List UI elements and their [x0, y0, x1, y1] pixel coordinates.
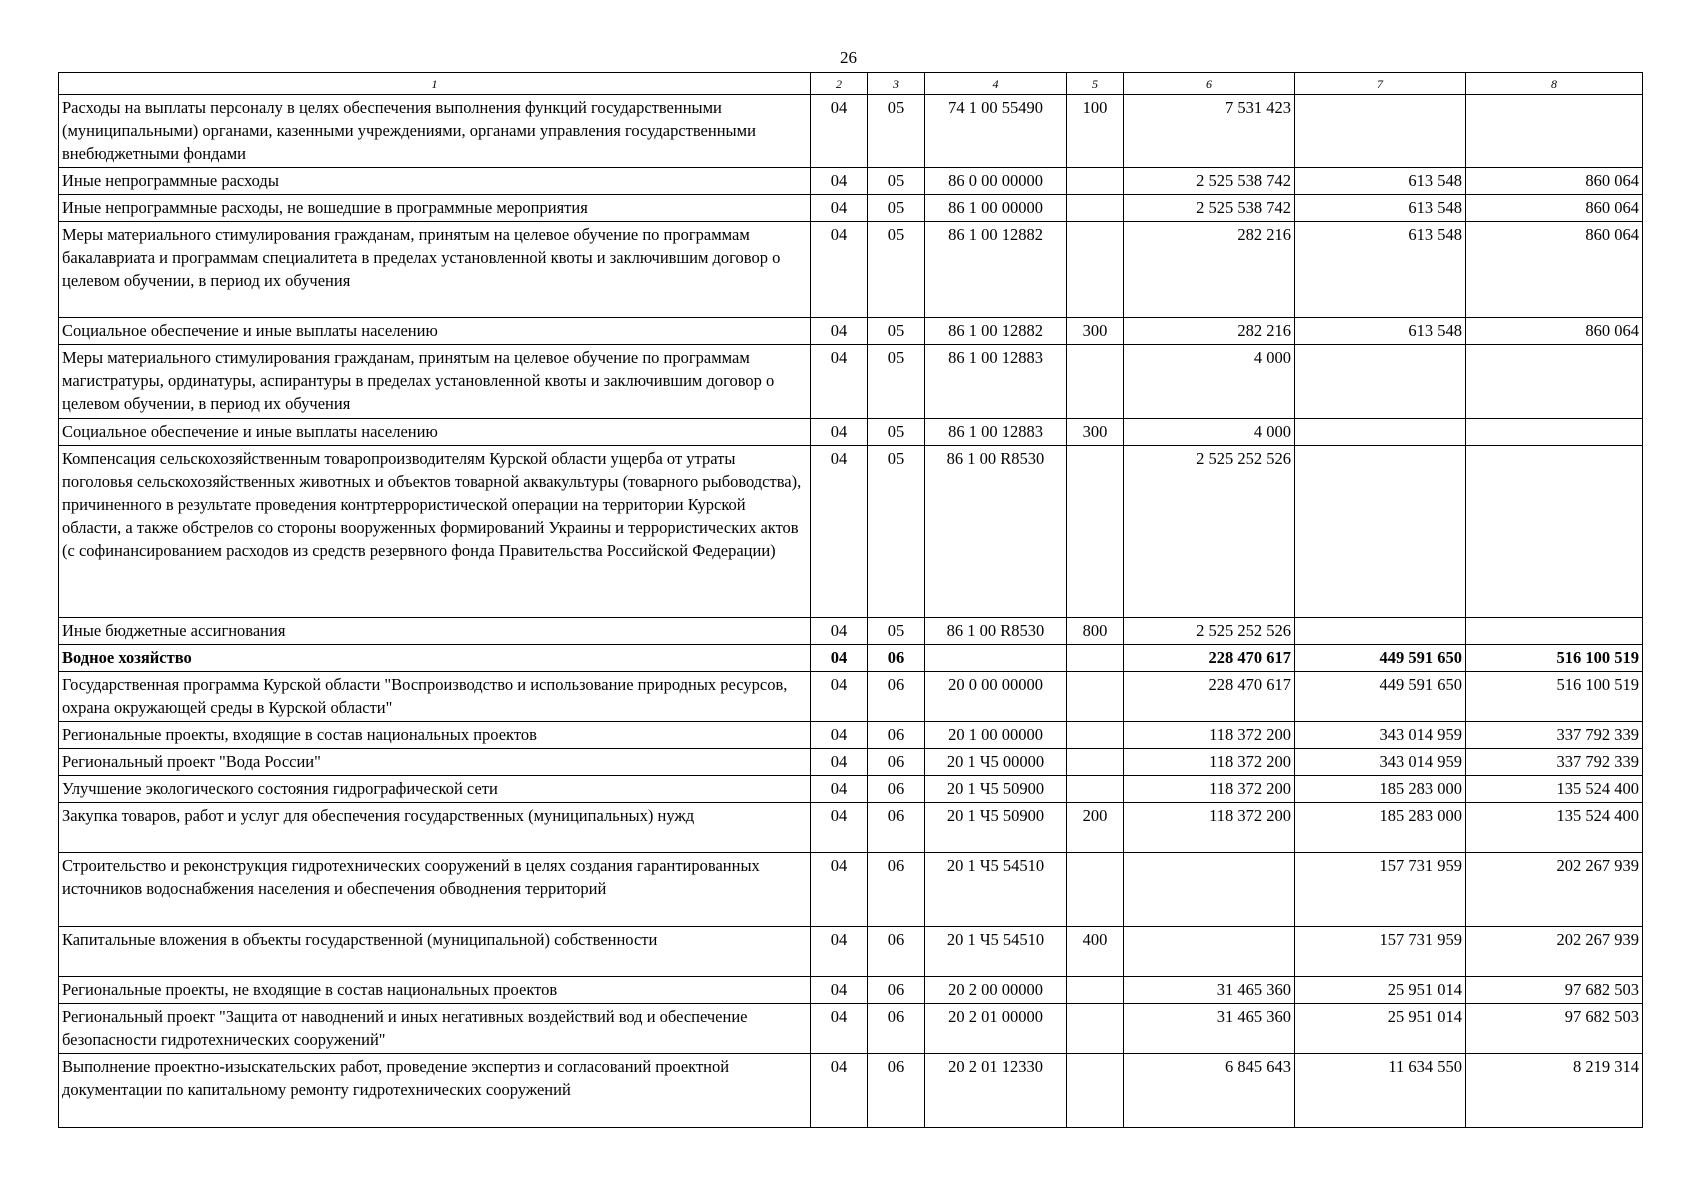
amount-year1-cell: 118 372 200 [1124, 776, 1295, 803]
target-article-cell: 86 1 00 R8530 [925, 446, 1067, 618]
target-article-cell: 86 1 00 12882 [925, 222, 1067, 318]
page-number: 26 [840, 48, 857, 67]
amount-year2-cell: 157 731 959 [1295, 927, 1466, 977]
budget-table [58, 72, 1643, 1128]
target-article-cell: 86 1 00 00000 [925, 195, 1067, 222]
expense-type-cell: 300 [1067, 419, 1124, 446]
expense-type-cell: 800 [1067, 618, 1124, 645]
table-row-section [59, 645, 1643, 672]
row-name-cell: Государственная программа Курской области "Воспроизводство и использование природных ресурсов, охрана окружающей среды в Курской области" [59, 672, 811, 722]
header-cell: 2 [811, 73, 868, 95]
section-code-cell: 04 [811, 618, 868, 645]
subsection-code-cell: 05 [868, 222, 925, 318]
expense-type-cell [1067, 749, 1124, 776]
amount-year2-cell: 185 283 000 [1295, 803, 1466, 853]
subsection-code-cell: 06 [868, 853, 925, 927]
row-name-cell: Меры материального стимулирования гражданам, принятым на целевое обучение по программам бакалавриата и программам специалитета в пределах установленной квоты и заключившим договор о целевом обучении, в период их обучения [59, 222, 811, 318]
amount-year2-cell: 185 283 000 [1295, 776, 1466, 803]
amount-year3-cell: 516 100 519 [1466, 645, 1643, 672]
subsection-code-cell: 05 [868, 618, 925, 645]
amount-year2-cell: 343 014 959 [1295, 722, 1466, 749]
row-name-cell: Меры материального стимулирования гражданам, принятым на целевое обучение по программам магистратуры, ординатуры, аспирантуры в пределах установленной квоты и заключившим договор о целевом обучении, в период их обучения [59, 345, 811, 419]
subsection-code-cell: 06 [868, 977, 925, 1004]
header-cell: 8 [1466, 73, 1643, 95]
target-article-cell [925, 645, 1067, 672]
row-name-cell: Социальное обеспечение и иные выплаты населению [59, 318, 811, 345]
amount-year1-cell: 118 372 200 [1124, 749, 1295, 776]
row-name-cell: Строительство и реконструкция гидротехнических сооружений в целях создания гарантированных источников водоснабжения населения и обеспечения обводнения территорий [59, 853, 811, 927]
expense-type-cell: 200 [1067, 803, 1124, 853]
row-name-cell: Выполнение проектно-изыскательских работ, проведение экспертиз и согласований проектной документации по капитальному ремонту гидротехнических сооружений [59, 1054, 811, 1128]
section-code-cell: 04 [811, 222, 868, 318]
amount-year3-cell: 860 064 [1466, 195, 1643, 222]
amount-year2-cell: 613 548 [1295, 168, 1466, 195]
amount-year3-cell: 516 100 519 [1466, 672, 1643, 722]
table-row [59, 345, 1643, 419]
section-code-cell: 04 [811, 168, 868, 195]
target-article-cell: 86 1 00 R8530 [925, 618, 1067, 645]
subsection-code-cell: 05 [868, 95, 925, 168]
table-row [59, 618, 1643, 645]
amount-year1-cell: 31 465 360 [1124, 1004, 1295, 1054]
section-code-cell: 04 [811, 722, 868, 749]
target-article-cell: 20 1 Ч5 00000 [925, 749, 1067, 776]
amount-year2-cell: 25 951 014 [1295, 977, 1466, 1004]
table-row [59, 927, 1643, 977]
amount-year3-cell [1466, 419, 1643, 446]
section-code-cell: 04 [811, 853, 868, 927]
target-article-cell: 20 1 Ч5 50900 [925, 803, 1067, 853]
amount-year3-cell [1466, 618, 1643, 645]
row-name-cell: Расходы на выплаты персоналу в целях обеспечения выполнения функций государственными (муниципальными) органами, казенными учреждениями, органами управления государственными внебюджетными фондами [59, 95, 811, 168]
section-code-cell: 04 [811, 672, 868, 722]
section-code-cell: 04 [811, 419, 868, 446]
section-code-cell: 04 [811, 95, 868, 168]
subsection-code-cell: 06 [868, 672, 925, 722]
section-code-cell: 04 [811, 195, 868, 222]
header-cell: 4 [925, 73, 1067, 95]
expense-type-cell [1067, 446, 1124, 618]
amount-year2-cell [1295, 345, 1466, 419]
header-cell: 6 [1124, 73, 1295, 95]
subsection-code-cell: 06 [868, 722, 925, 749]
amount-year1-cell: 6 845 643 [1124, 1054, 1295, 1128]
table-row [59, 446, 1643, 618]
table-row [59, 853, 1643, 927]
amount-year1-cell: 2 525 538 742 [1124, 168, 1295, 195]
expense-type-cell [1067, 195, 1124, 222]
table-row [59, 318, 1643, 345]
amount-year1-cell: 228 470 617 [1124, 645, 1295, 672]
amount-year3-cell: 860 064 [1466, 318, 1643, 345]
row-name-cell: Улучшение экологического состояния гидрографической сети [59, 776, 811, 803]
row-name-cell: Капитальные вложения в объекты государственной (муниципальной) собственности [59, 927, 811, 977]
target-article-cell: 86 1 00 12883 [925, 345, 1067, 419]
target-article-cell: 20 2 01 00000 [925, 1004, 1067, 1054]
section-code-cell: 04 [811, 776, 868, 803]
expense-type-cell [1067, 672, 1124, 722]
amount-year1-cell: 4 000 [1124, 345, 1295, 419]
amount-year3-cell: 97 682 503 [1466, 1004, 1643, 1054]
expense-type-cell [1067, 345, 1124, 419]
amount-year1-cell [1124, 853, 1295, 927]
target-article-cell: 20 1 Ч5 50900 [925, 776, 1067, 803]
amount-year3-cell [1466, 95, 1643, 168]
subsection-code-cell: 05 [868, 195, 925, 222]
expense-type-cell [1067, 776, 1124, 803]
amount-year2-cell [1295, 618, 1466, 645]
amount-year1-cell: 228 470 617 [1124, 672, 1295, 722]
table-header-row [59, 73, 1643, 95]
target-article-cell: 20 1 Ч5 54510 [925, 927, 1067, 977]
amount-year2-cell: 157 731 959 [1295, 853, 1466, 927]
row-name-cell: Иные непрограммные расходы [59, 168, 811, 195]
amount-year2-cell: 613 548 [1295, 222, 1466, 318]
target-article-cell: 86 0 00 00000 [925, 168, 1067, 195]
amount-year2-cell: 613 548 [1295, 195, 1466, 222]
amount-year3-cell: 860 064 [1466, 222, 1643, 318]
target-article-cell: 20 1 00 00000 [925, 722, 1067, 749]
amount-year1-cell: 118 372 200 [1124, 803, 1295, 853]
header-cell: 7 [1295, 73, 1466, 95]
amount-year3-cell: 8 219 314 [1466, 1054, 1643, 1128]
expense-type-cell: 400 [1067, 927, 1124, 977]
table-row [59, 672, 1643, 722]
table-row [59, 195, 1643, 222]
table-row [59, 168, 1643, 195]
expense-type-cell [1067, 722, 1124, 749]
table-row [59, 1004, 1643, 1054]
row-name-cell: Региональный проект "Вода России" [59, 749, 811, 776]
amount-year2-cell [1295, 419, 1466, 446]
amount-year2-cell: 449 591 650 [1295, 672, 1466, 722]
row-name-cell: Иные непрограммные расходы, не вошедшие в программные мероприятия [59, 195, 811, 222]
table-row [59, 749, 1643, 776]
section-code-cell: 04 [811, 977, 868, 1004]
subsection-code-cell: 06 [868, 803, 925, 853]
expense-type-cell [1067, 645, 1124, 672]
section-code-cell: 04 [811, 318, 868, 345]
amount-year1-cell: 2 525 252 526 [1124, 618, 1295, 645]
expense-type-cell [1067, 222, 1124, 318]
amount-year1-cell: 4 000 [1124, 419, 1295, 446]
amount-year2-cell: 25 951 014 [1295, 1004, 1466, 1054]
target-article-cell: 20 2 01 12330 [925, 1054, 1067, 1128]
subsection-code-cell: 05 [868, 419, 925, 446]
header-cell: 5 [1067, 73, 1124, 95]
amount-year3-cell [1466, 345, 1643, 419]
subsection-code-cell: 06 [868, 645, 925, 672]
expense-type-cell [1067, 977, 1124, 1004]
subsection-code-cell: 05 [868, 318, 925, 345]
section-code-cell: 04 [811, 645, 868, 672]
section-code-cell: 04 [811, 345, 868, 419]
amount-year3-cell: 97 682 503 [1466, 977, 1643, 1004]
table-row [59, 803, 1643, 853]
target-article-cell: 86 1 00 12883 [925, 419, 1067, 446]
table-row [59, 1054, 1643, 1128]
amount-year1-cell: 118 372 200 [1124, 722, 1295, 749]
amount-year1-cell: 7 531 423 [1124, 95, 1295, 168]
subsection-code-cell: 06 [868, 749, 925, 776]
row-name-cell: Иные бюджетные ассигнования [59, 618, 811, 645]
section-code-cell: 04 [811, 1054, 868, 1128]
header-cell: 1 [59, 73, 811, 95]
amount-year1-cell: 282 216 [1124, 318, 1295, 345]
amount-year3-cell: 337 792 339 [1466, 722, 1643, 749]
subsection-code-cell: 06 [868, 1054, 925, 1128]
section-code-cell: 04 [811, 749, 868, 776]
section-code-cell: 04 [811, 446, 868, 618]
amount-year1-cell: 282 216 [1124, 222, 1295, 318]
table-row [59, 419, 1643, 446]
amount-year2-cell: 613 548 [1295, 318, 1466, 345]
section-code-cell: 04 [811, 1004, 868, 1054]
amount-year2-cell [1295, 95, 1466, 168]
row-name-cell: Региональные проекты, входящие в состав национальных проектов [59, 722, 811, 749]
expense-type-cell [1067, 1004, 1124, 1054]
amount-year1-cell: 2 525 252 526 [1124, 446, 1295, 618]
subsection-code-cell: 06 [868, 1004, 925, 1054]
section-code-cell: 04 [811, 927, 868, 977]
header-cell: 3 [868, 73, 925, 95]
table-row [59, 977, 1643, 1004]
row-name-cell: Региональный проект "Защита от наводнений и иных негативных воздействий вод и обеспечение безопасности гидротехнических сооружений" [59, 1004, 811, 1054]
amount-year3-cell: 337 792 339 [1466, 749, 1643, 776]
expense-type-cell: 300 [1067, 318, 1124, 345]
subsection-code-cell: 05 [868, 168, 925, 195]
expense-type-cell: 100 [1067, 95, 1124, 168]
table-row [59, 776, 1643, 803]
target-article-cell: 20 0 00 00000 [925, 672, 1067, 722]
amount-year1-cell: 31 465 360 [1124, 977, 1295, 1004]
amount-year3-cell [1466, 446, 1643, 618]
expense-type-cell [1067, 1054, 1124, 1128]
table-row [59, 222, 1643, 318]
subsection-code-cell: 05 [868, 446, 925, 618]
section-code-cell: 04 [811, 803, 868, 853]
subsection-code-cell: 05 [868, 345, 925, 419]
amount-year3-cell: 135 524 400 [1466, 803, 1643, 853]
row-name-cell: Закупка товаров, работ и услуг для обеспечения государственных (муниципальных) нужд [59, 803, 811, 853]
amount-year1-cell: 2 525 538 742 [1124, 195, 1295, 222]
target-article-cell: 86 1 00 12882 [925, 318, 1067, 345]
expense-type-cell [1067, 168, 1124, 195]
amount-year2-cell [1295, 446, 1466, 618]
amount-year3-cell: 135 524 400 [1466, 776, 1643, 803]
expense-type-cell [1067, 853, 1124, 927]
amount-year3-cell: 202 267 939 [1466, 927, 1643, 977]
table-row [59, 95, 1643, 168]
row-name-cell: Региональные проекты, не входящие в состав национальных проектов [59, 977, 811, 1004]
amount-year3-cell: 202 267 939 [1466, 853, 1643, 927]
row-name-cell: Водное хозяйство [59, 645, 811, 672]
amount-year2-cell: 11 634 550 [1295, 1054, 1466, 1128]
target-article-cell: 20 2 00 00000 [925, 977, 1067, 1004]
target-article-cell: 74 1 00 55490 [925, 95, 1067, 168]
amount-year3-cell: 860 064 [1466, 168, 1643, 195]
row-name-cell: Компенсация сельскохозяйственным товаропроизводителям Курской области ущерба от утраты поголовья сельскохозяйственных животных и объектов товарной аквакультуры (товарного рыбоводства), причиненного в результате проведения контртеррористической операции на территории Курской области, а также обстрелов со стороны вооруженных формирований Украины и террористических актов (с софинансированием расходов из средств резервного фонда Правительства Российской Федерации) [59, 446, 811, 618]
row-name-cell: Социальное обеспечение и иные выплаты населению [59, 419, 811, 446]
amount-year2-cell: 449 591 650 [1295, 645, 1466, 672]
amount-year2-cell: 343 014 959 [1295, 749, 1466, 776]
target-article-cell: 20 1 Ч5 54510 [925, 853, 1067, 927]
subsection-code-cell: 06 [868, 776, 925, 803]
subsection-code-cell: 06 [868, 927, 925, 977]
amount-year1-cell [1124, 927, 1295, 977]
table-row [59, 722, 1643, 749]
